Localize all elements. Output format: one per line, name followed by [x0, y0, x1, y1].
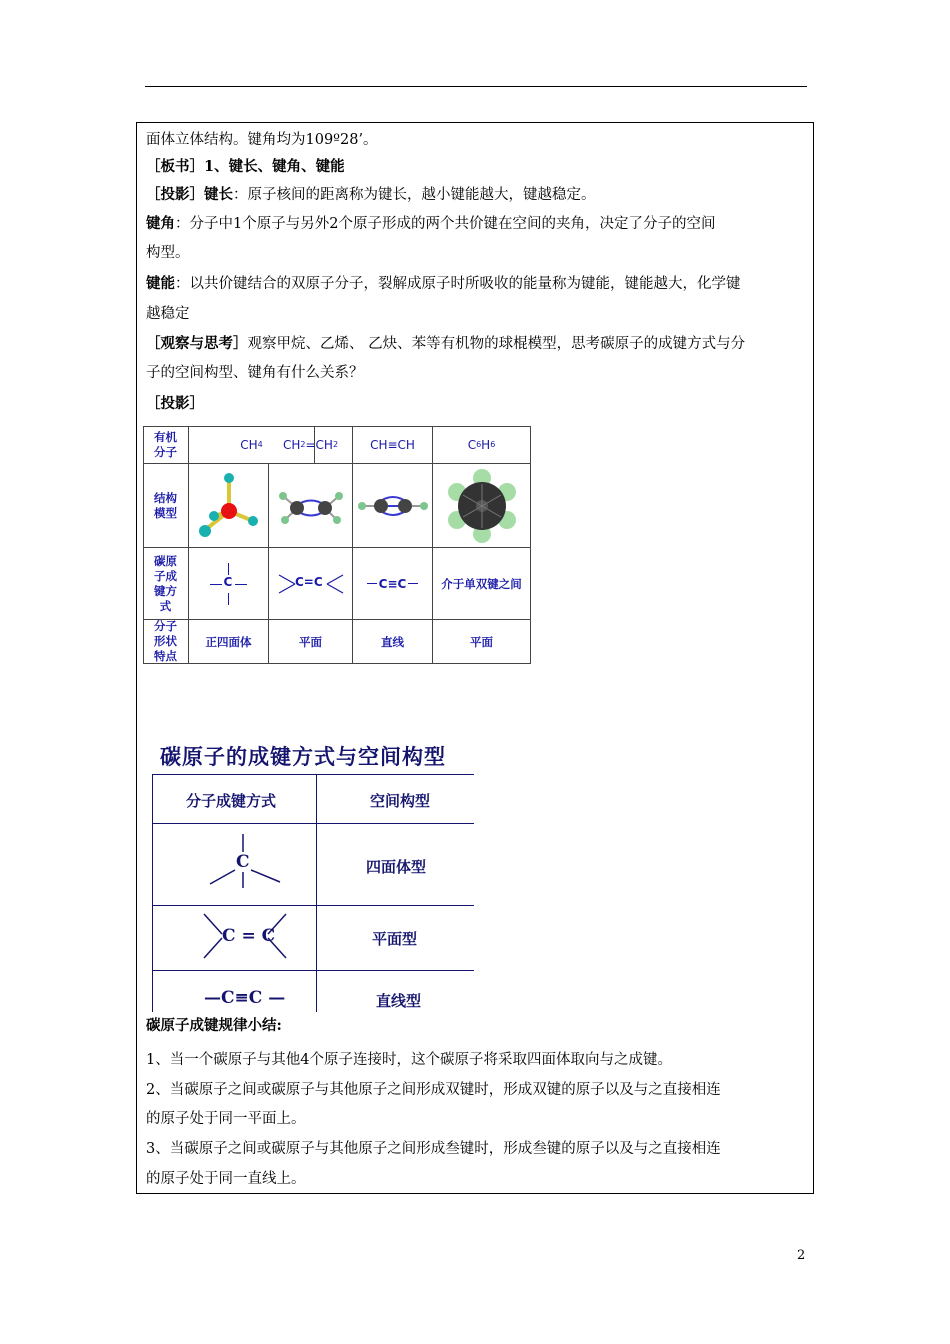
paragraph-1: 面体立体结构。键角均为109º28’。: [146, 132, 378, 148]
summary-item-3: 3、当碳原子之间或碳原子与其他原子之间形成叁键时，形成叁键的原子以及与之直接相连: [146, 1141, 721, 1157]
shape-ch4: 正四面体: [189, 620, 269, 664]
shape-c6h6: 平面: [433, 620, 531, 664]
formula-c2h2: CH≡CH: [353, 426, 433, 464]
header-bonding-mode: 分子成键方式: [186, 792, 277, 810]
paragraph-projection: ［投影］: [146, 395, 204, 412]
shape-linear: 直线型: [376, 992, 422, 1010]
bond-single: C: [189, 548, 269, 620]
summary-title: 碳原子成键规律小结:: [146, 1017, 282, 1034]
formula-ch4: CH 4: [189, 426, 315, 464]
bond-single-diagram: C: [204, 830, 284, 900]
model-c2h4: [269, 464, 353, 548]
paragraph-bond-length: ［投影］键长：原子核间的距离称为键长，越小键能越大，键越稳定。: [146, 186, 596, 203]
formula-c2h4: CH 2 =CH 2: [269, 426, 353, 464]
bonding-table-title: 碳原子的成键方式与空间构型: [160, 744, 446, 769]
page-number: 2: [797, 1248, 806, 1263]
model-ch4: [189, 464, 269, 548]
bond-triple-diagram: —C≡C —: [204, 988, 286, 1008]
paragraph-bond-energy: 键能：以共价键结合的双原子分子，裂解成原子时所吸收的能量称为键能，键能越大，化学键: [146, 275, 741, 292]
summary-item-2-cont: 的原子处于同一平面上。: [146, 1111, 306, 1127]
molecule-table: [143, 426, 531, 664]
shape-planar: 平面型: [372, 930, 418, 948]
shape-tetrahedral: 四面体型: [366, 858, 427, 876]
formula-c6h6: C 6 H 6: [433, 426, 531, 464]
bond-double-diagram: C = C: [202, 910, 292, 966]
paragraph-bond-angle-cont: 构型。: [146, 245, 190, 261]
row-header-model: 结构 模型: [143, 464, 189, 548]
shape-c2h4: 平面: [269, 620, 353, 664]
bond-double: C=C: [269, 548, 353, 620]
shape-c2h2: 直线: [353, 620, 433, 664]
model-c6h6: [433, 464, 531, 548]
row-header-bonding: 碳原 子成 键方 式: [143, 548, 189, 620]
paragraph-board-note: ［板书］1、键长、键角、键能: [146, 158, 345, 175]
paragraph-observe: ［观察与思考］观察甲烷、乙烯、 乙炔、苯等有机物的球棍模型，思考碳原子的成键方式与分: [146, 335, 746, 352]
paragraph-observe-cont: 子的空间构型、键角有什么关系？: [146, 365, 364, 381]
bond-triple: C≡C: [353, 548, 433, 620]
row-header-shape: 分子 形状 特点: [143, 620, 189, 664]
summary-item-1: 1、当一个碳原子与其他4个原子连接时，这个碳原子将采取四面体取向与之成键。: [146, 1052, 672, 1068]
paragraph-bond-energy-cont: 越稳定: [146, 306, 190, 322]
summary-item-2: 2、当碳原子之间或碳原子与其他原子之间形成双键时，形成双键的原子以及与之直接相连: [146, 1082, 721, 1098]
paragraph-bond-angle: 键角：分子中1个原子与另外2个原子形成的两个共价键在空间的夹角，决定了分子的空间: [146, 215, 716, 232]
bonding-table: [148, 774, 474, 1012]
model-c2h2: [353, 464, 433, 548]
bond-benzene: 介于单双键之间: [433, 548, 531, 620]
row-header-molecule: 有机 分子: [143, 426, 189, 464]
header-spatial-shape: 空间构型: [370, 792, 431, 810]
summary-item-3-cont: 的原子处于同一直线上。: [146, 1171, 306, 1187]
header-rule: [145, 86, 807, 87]
